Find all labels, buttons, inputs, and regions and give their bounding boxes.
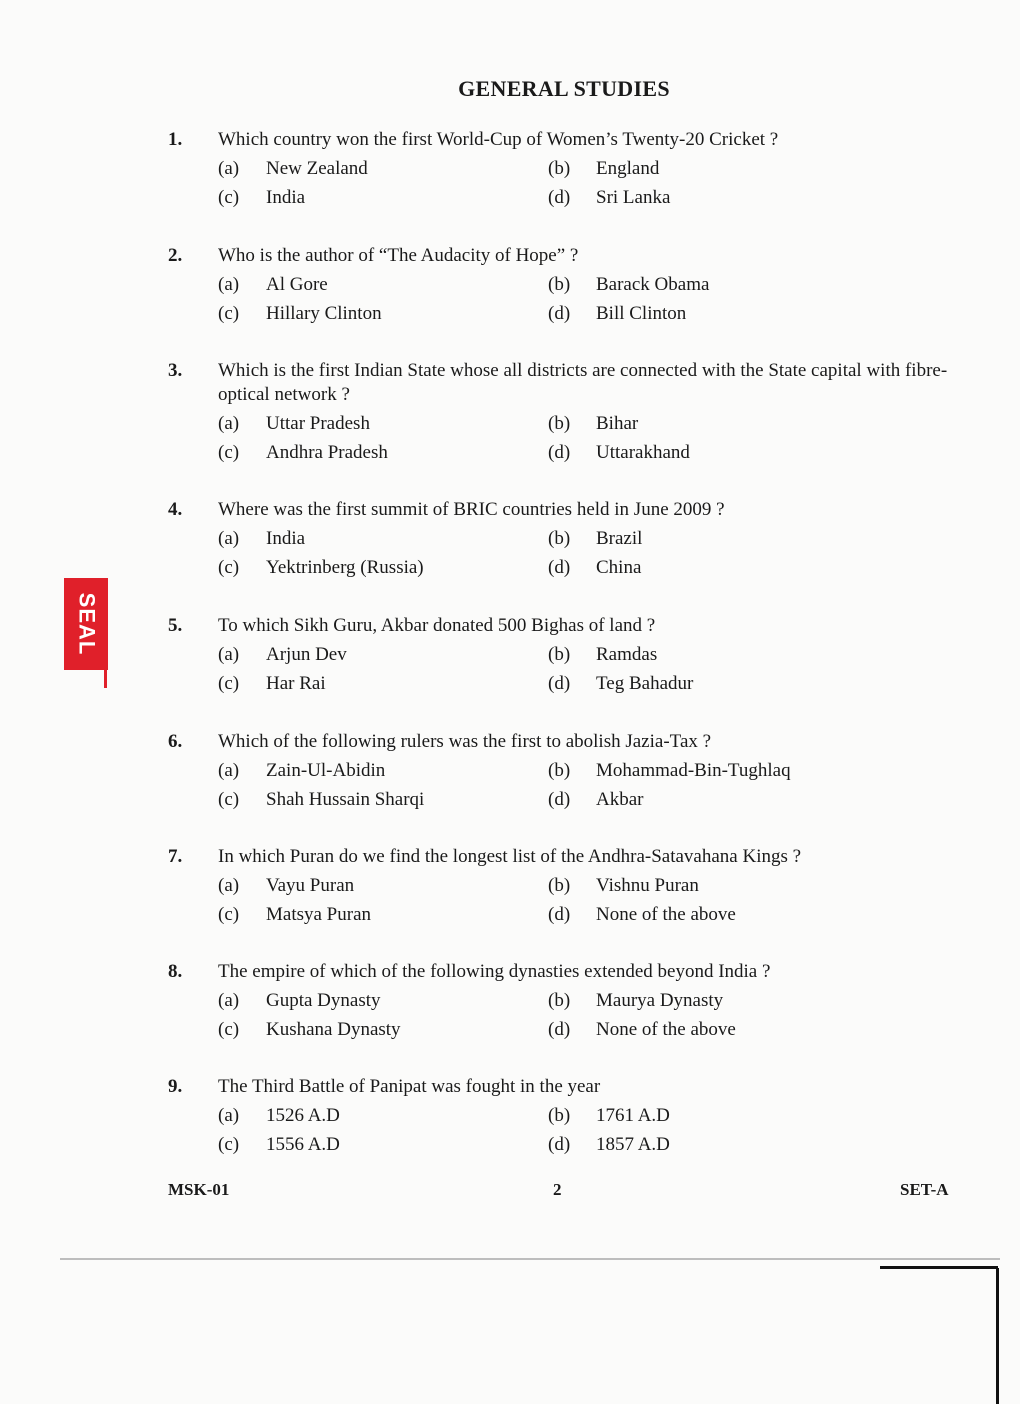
option-c: (c) Shah Hussain Sharqi [218,789,425,810]
paper-code: MSK-01 [168,1180,230,1199]
option-d: (d) 1857 A.D [548,1134,670,1155]
question-text: To which Sikh Guru, Akbar donated 500 Bighas of land ? [218,615,656,636]
option-b: (b) Vishnu Puran [548,875,699,896]
question-number: 6. [168,731,183,752]
question-6 [168,730,960,812]
question-number: 4. [168,499,183,520]
question-text: In which Puran do we find the longest list of the Andhra-Satavahana Kings ? [218,846,802,867]
seal-stamp [64,578,108,670]
scan-edge-top [880,1266,998,1269]
option-b: (b) 1761 A.D [548,1105,670,1126]
question-5 [168,614,960,696]
scan-edge-right [996,1268,999,1404]
question-text: Which is the first Indian State whose all districts are connected with the State capital with fibre-optical network ? [218,360,948,405]
option-c: (c) Andhra Pradesh [218,442,388,463]
question-text: The Third Battle of Panipat was fought in the year [218,1076,601,1097]
question-3 [168,359,960,465]
option-d: (d) None of the above [548,1019,736,1040]
option-b: (b) Brazil [548,528,643,549]
option-b: (b) Mohammad-Bin-Tughlaq [548,760,791,781]
option-a: (a) Gupta Dynasty [218,990,381,1011]
option-a: (a) Vayu Puran [218,875,355,896]
option-a: (a) Al Gore [218,274,328,295]
question-number: 5. [168,615,183,636]
option-c: (c) Hillary Clinton [218,303,382,324]
question-number: 7. [168,846,183,867]
question-text: Who is the author of “The Audacity of Hope” ? [218,245,579,266]
question-2 [168,244,960,326]
question-text: Where was the first summit of BRIC countries held in June 2009 ? [218,499,725,520]
question-9 [168,1075,960,1157]
question-text: The empire of which of the following dynasties extended beyond India ? [218,961,771,982]
option-c: (c) India [218,187,306,208]
option-b: (b) Ramdas [548,644,658,665]
option-b: (b) Maurya Dynasty [548,990,724,1011]
option-a: (a) India [218,528,306,549]
question-4 [168,498,960,580]
option-c: (c) 1556 A.D [218,1134,340,1155]
seal-tail-mark [104,670,107,688]
option-c: (c) Har Rai [218,673,326,694]
option-b: (b) England [548,158,660,179]
option-c: (c) Kushana Dynasty [218,1019,401,1040]
option-d: (d) Teg Bahadur [548,673,694,694]
option-d: (d) None of the above [548,904,736,925]
option-a: (a) Arjun Dev [218,644,347,665]
option-d: (d) Akbar [548,789,644,810]
option-b: (b) Barack Obama [548,274,710,295]
question-number: 9. [168,1076,183,1097]
question-number: 2. [168,245,183,266]
question-text: Which country won the first World-Cup of Women’s Twenty-20 Cricket ? [218,129,779,150]
question-7 [168,845,960,927]
question-number: 1. [168,129,183,150]
set-label: SET-A [900,1180,949,1199]
option-c: (c) Matsya Puran [218,904,372,925]
question-1 [168,128,960,210]
question-number: 3. [168,360,183,381]
option-a: (a) 1526 A.D [218,1105,340,1126]
option-d: (d) Bill Clinton [548,303,687,324]
page-number: 2 [553,1180,562,1199]
seal-label: SEAL [74,592,99,656]
option-d: (d) China [548,557,642,578]
page-title: GENERAL STUDIES [458,76,670,101]
paper-fold-line [60,1258,1000,1260]
option-d: (d) Uttarakhand [548,442,690,463]
option-a: (a) Zain-Ul-Abidin [218,760,386,781]
question-text: Which of the following rulers was the first to abolish Jazia-Tax ? [218,731,712,752]
question-number: 8. [168,961,183,982]
option-c: (c) Yektrinberg (Russia) [218,557,424,578]
option-a: (a) Uttar Pradesh [218,413,370,434]
option-d: (d) Sri Lanka [548,187,671,208]
option-b: (b) Bihar [548,413,639,434]
option-a: (a) New Zealand [218,158,368,179]
question-8 [168,960,960,1042]
